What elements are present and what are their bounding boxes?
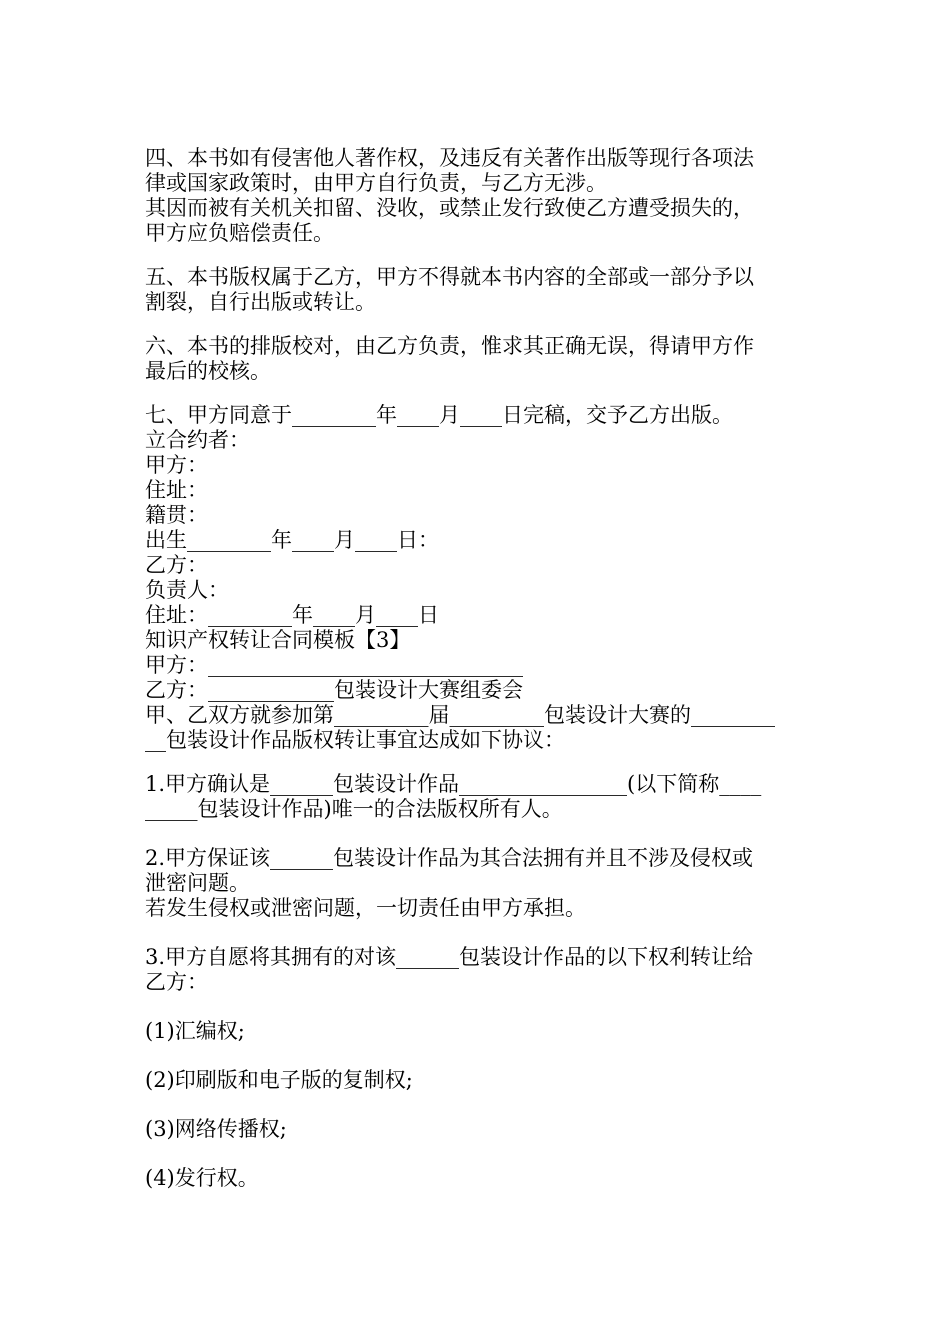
text-line: 五、本书版权属于乙方，甲方不得就本书内容的全部或一部分予以	[145, 265, 754, 289]
right-item-4: (4)发行权。	[145, 1166, 259, 1190]
paragraph-gap	[145, 822, 810, 846]
text-line: 1.甲方确认是______包装设计作品________________(以下简称____	[145, 772, 762, 796]
paragraph-gap	[145, 246, 810, 265]
section-title: 知识产权转让合同模板【3】	[145, 628, 411, 652]
paragraph-5	[145, 265, 810, 315]
text-line: 六、本书的排版校对，由乙方负责，惟求其正确无误，得请甲方作	[145, 334, 754, 358]
text-line: 甲、乙双方就参加第_________届_________包装设计大赛的________	[145, 703, 775, 727]
text-line: 泄密问题。	[145, 871, 250, 895]
text-line: 3.甲方自愿将其拥有的对该______包装设计作品的以下权利转让给	[145, 945, 754, 969]
paragraph-6	[145, 334, 810, 384]
clause-3	[145, 945, 810, 995]
text-line: 割裂，自行出版或转让。	[145, 290, 376, 314]
text-line: 籍贯：	[145, 503, 208, 527]
text-line: 住址：________年____月____日	[145, 603, 439, 627]
text-line: __包装设计作品版权转让事宜达成如下协议：	[145, 728, 565, 752]
text-line: _____包装设计作品)唯一的合法版权所有人。	[145, 797, 563, 821]
text-line: 甲方应负赔偿责任。	[145, 221, 334, 245]
paragraph-gap	[145, 1093, 810, 1117]
paragraph-gap	[145, 1142, 810, 1166]
text-line: 负责人：	[145, 578, 229, 602]
text-line: 2.甲方保证该______包装设计作品为其合法拥有并且不涉及侵权或	[145, 846, 754, 870]
text-line: 最后的校核。	[145, 359, 271, 383]
text-line: 其因而被有关机关扣留、没收，或禁止发行致使乙方遭受损失的，	[145, 196, 754, 220]
paragraph-gap	[145, 921, 810, 945]
clause-1	[145, 772, 810, 822]
text-line: 四、本书如有侵害他人著作权，及违反有关著作出版等现行各项法	[145, 146, 754, 170]
paragraph-gap	[145, 315, 810, 334]
paragraph-gap	[145, 384, 810, 403]
right-item-1: (1)汇编权;	[145, 1019, 245, 1043]
text-line: 七、甲方同意于________年____月____日完稿，交予乙方出版。	[145, 403, 733, 427]
paragraph-gap	[145, 995, 810, 1019]
paragraph-4	[145, 146, 810, 246]
paragraph-7-and-signatures	[145, 403, 810, 753]
text-line: 立合约者：	[145, 428, 250, 452]
text-line: 乙方：____________包装设计大赛组委会	[145, 678, 523, 702]
text-line: 甲方：	[145, 453, 208, 477]
text-line: 出生________年____月____日：	[145, 528, 439, 552]
text-line: 若发生侵权或泄密问题，一切责任由甲方承担。	[145, 896, 586, 920]
text-line: 乙方：	[145, 970, 208, 994]
paragraph-gap	[145, 753, 810, 772]
text-line: 甲方：______________________________	[145, 653, 523, 677]
text-line: 乙方：	[145, 553, 208, 577]
document-page	[145, 146, 810, 1191]
text-line: 律或国家政策时，由甲方自行负责，与乙方无涉。	[145, 171, 607, 195]
clause-2	[145, 846, 810, 921]
right-item-2: (2)印刷版和电子版的复制权;	[145, 1068, 413, 1092]
right-item-3: (3)网络传播权;	[145, 1117, 287, 1141]
paragraph-gap	[145, 1044, 810, 1068]
text-line: 住址：	[145, 478, 208, 502]
